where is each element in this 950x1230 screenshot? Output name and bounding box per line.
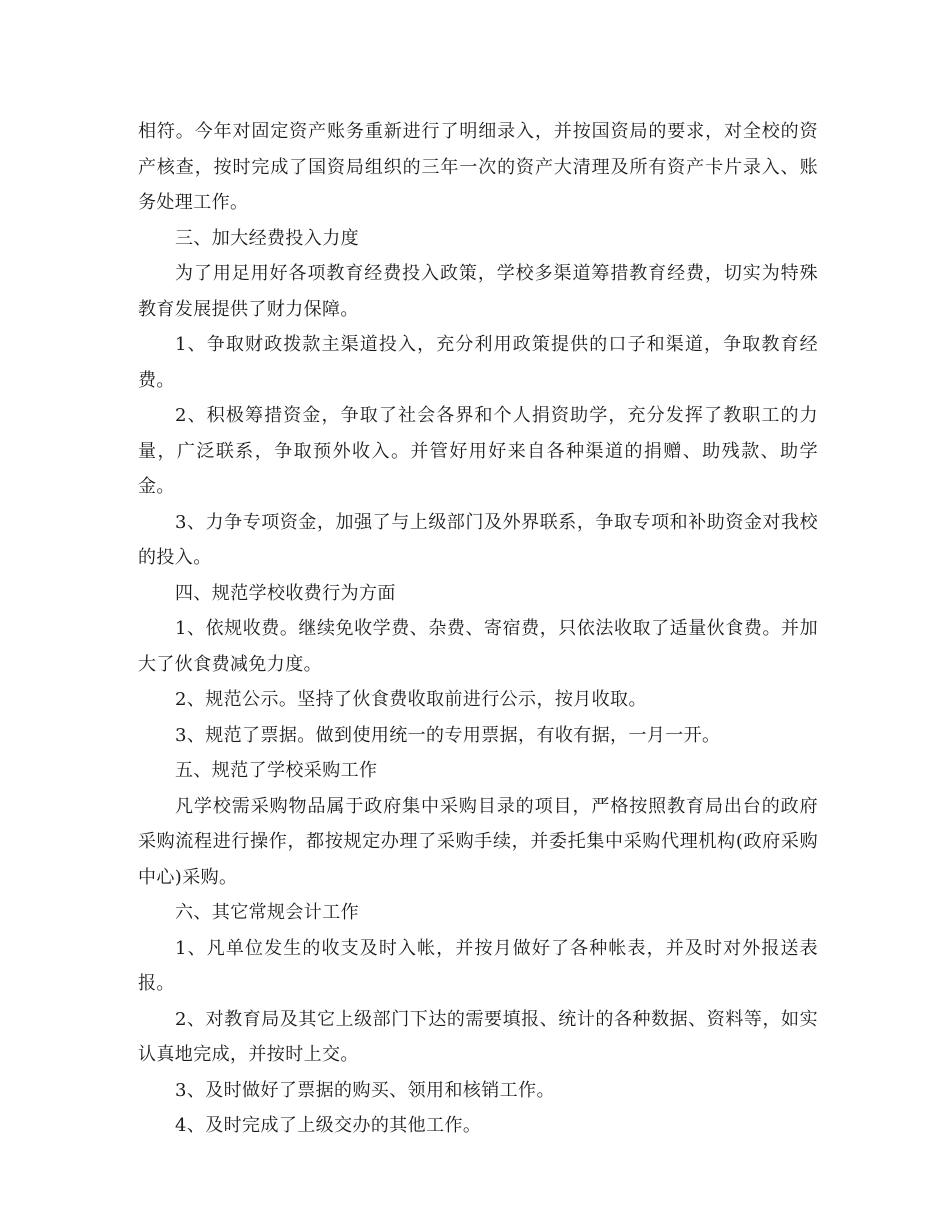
paragraph-funding-item-1: 1、争取财政拨款主渠道投入，充分利用政策提供的口子和渠道，争取教育经费。 xyxy=(138,334,818,391)
section-heading-procurement: 五、规范了学校采购工作 xyxy=(175,760,378,781)
paragraph-accounting-item-2: 2、对教育局及其它上级部门下达的需要填报、统计的各种数据、资料等，如实认真地完成，并按时上交。 xyxy=(138,1008,818,1065)
paragraph-funding-item-3: 3、力争专项资金，加强了与上级部门及外界联系，争取专项和补助资金对我校的投入。 xyxy=(138,511,818,568)
paragraph-accounting-item-4: 4、及时完成了上级交办的其他工作。 xyxy=(175,1115,482,1136)
paragraph-procurement: 凡学校需采购物品属于政府集中采购目录的项目，严格按照教育局出台的政府采购流程进行操作，都按规定办理了采购手续，并委托集中采购代理机构(政府采购中心)采购。 xyxy=(138,795,818,888)
paragraph-fees-item-2: 2、规范公示。坚持了伙食费收取前进行公示，按月收取。 xyxy=(175,689,647,710)
paragraph-accounting-item-1: 1、凡单位发生的收支及时入帐，并按月做好了各种帐表，并及时对外报送表报。 xyxy=(138,937,818,994)
paragraph-fees-item-1: 1、依规收费。继续免收学费、杂费、寄宿费，只依法收取了适量伙食费。并加大了伙食费减免力度。 xyxy=(138,618,818,675)
paragraph-accounting-item-3: 3、及时做好了票据的购买、领用和核销工作。 xyxy=(175,1079,555,1101)
paragraph-fees-item-3: 3、规范了票据。做到使用统一的专用票据，有收有据，一月一开。 xyxy=(175,724,721,746)
paragraph-funding-item-2: 2、积极筹措资金，争取了社会各界和个人捐资助学，充分发挥了教职工的力量，广泛联系，争取预外收入。并管好用好来自各种渠道的捐赠、助残款、助学金。 xyxy=(138,405,818,497)
document-body xyxy=(138,114,818,1144)
section-heading-funding: 三、加大经费投入力度 xyxy=(175,227,359,249)
paragraph-asset-summary: 相符。今年对固定资产账务重新进行了明细录入，并按国资局的要求，对全校的资产核查，按时完成了国资局组织的三年一次的资产大清理及所有资产卡片录入、账务处理工作。 xyxy=(138,121,818,213)
section-heading-accounting: 六、其它常规会计工作 xyxy=(175,902,359,923)
section-heading-fees: 四、规范学校收费行为方面 xyxy=(175,582,396,604)
paragraph-funding-intro: 为了用足用好各项教育经费投入政策，学校多渠道筹措教育经费，切实为特殊教育发展提供了财力保障。 xyxy=(138,263,818,320)
